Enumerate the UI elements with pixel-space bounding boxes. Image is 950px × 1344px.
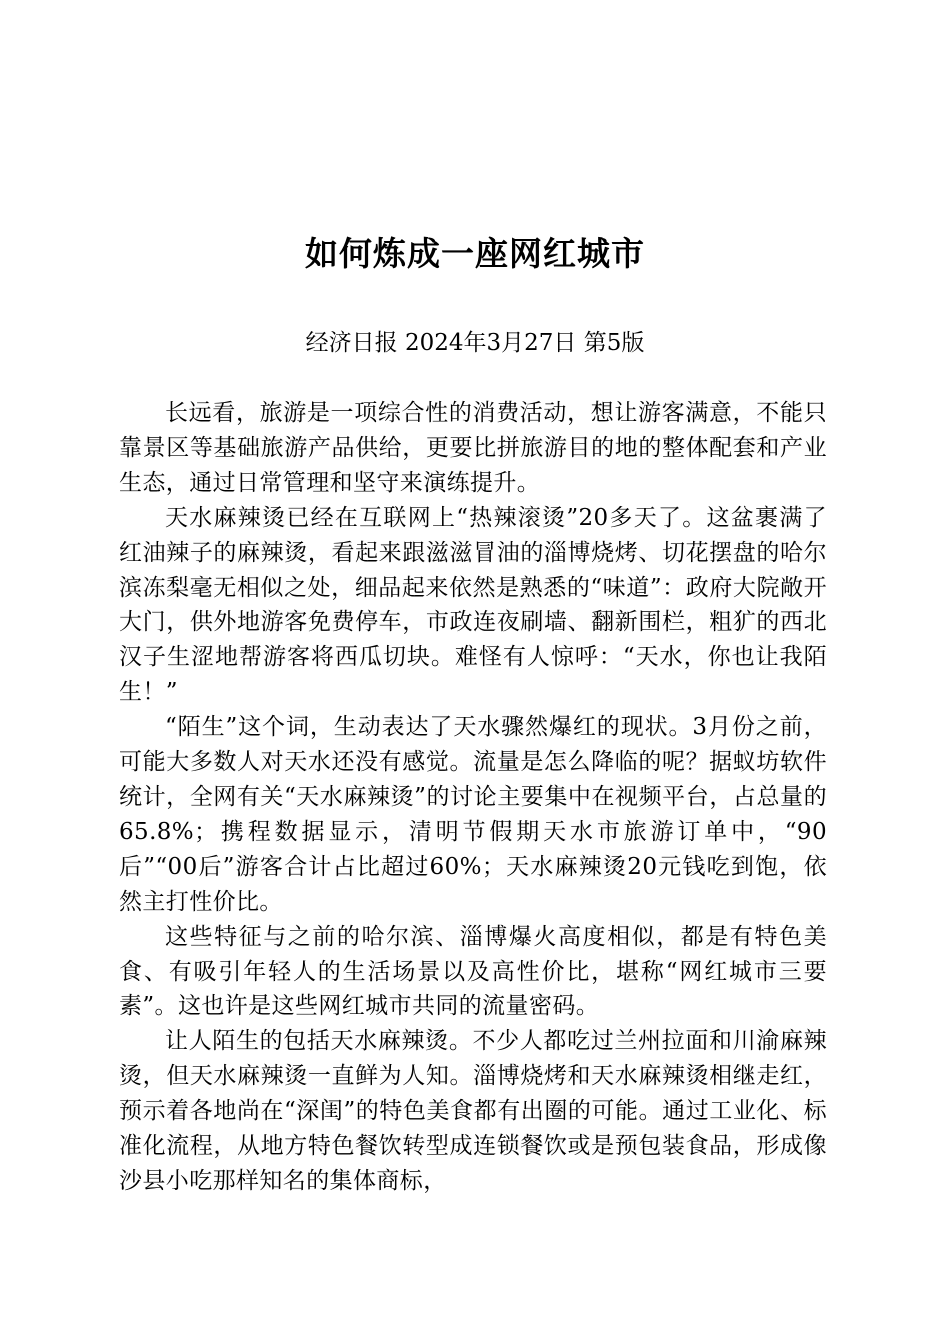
paragraph: 天水麻辣烫已经在互联网上“热辣滚烫”20多天了。这盆裹满了红油辣子的麻辣烫，看起来跟滋滋冒油的淄博烧烤、切花摆盘的哈尔滨冻梨毫无相似之处，细品起来依然是熟悉的“味道”：政府大院敞开大门，供外地游客免费停车，市政连夜刷墙、翻新围栏，粗犷的西北汉子生涩地帮游客将西瓜切块。难怪有人惊呼：“天水，你也让我陌生！” [119,504,827,706]
article-body [119,396,827,1199]
paragraph: 长远看，旅游是一项综合性的消费活动，想让游客满意，不能只靠景区等基础旅游产品供给，更要比拼旅游目的地的整体配套和产业生态，通过日常管理和坚守来演练提升。 [119,400,827,496]
article-byline: 经济日报 2024年3月27日 第5版 [305,330,645,356]
article-title: 如何炼成一座网红城市 [305,234,645,273]
paragraph: 这些特征与之前的哈尔滨、淄博爆火高度相似，都是有特色美食、有吸引年轻人的生活场景以及高性价比，堪称“网红城市三要素”。这也许是这些网红城市共同的流量密码。 [119,923,827,1020]
paragraph: “陌生”这个词，生动表达了天水骤然爆红的现状。3月份之前，可能大多数人对天水还没有感觉。流量是怎么降临的呢？据蚁坊软件统计，全网有关“天水麻辣烫”的讨论主要集中在视频平台，占总量的65.8%；携程数据显示，清明节假期天水市旅游订单中，“90后”“00后”游客合计占比超过60%；天水麻辣烫20元钱吃到饱，依然主打性价比。 [119,714,827,915]
paragraph: 让人陌生的包括天水麻辣烫。不少人都吃过兰州拉面和川渝麻辣烫，但天水麻辣烫一直鲜为人知。淄博烧烤和天水麻辣烫相继走红，预示着各地尚在“深闺”的特色美食都有出圈的可能。通过工业化、标准化流程，从地方特色餐饮转型成连锁餐饮或是预包装食品，形成像沙县小吃那样知名的集体商标， [119,1028,827,1194]
